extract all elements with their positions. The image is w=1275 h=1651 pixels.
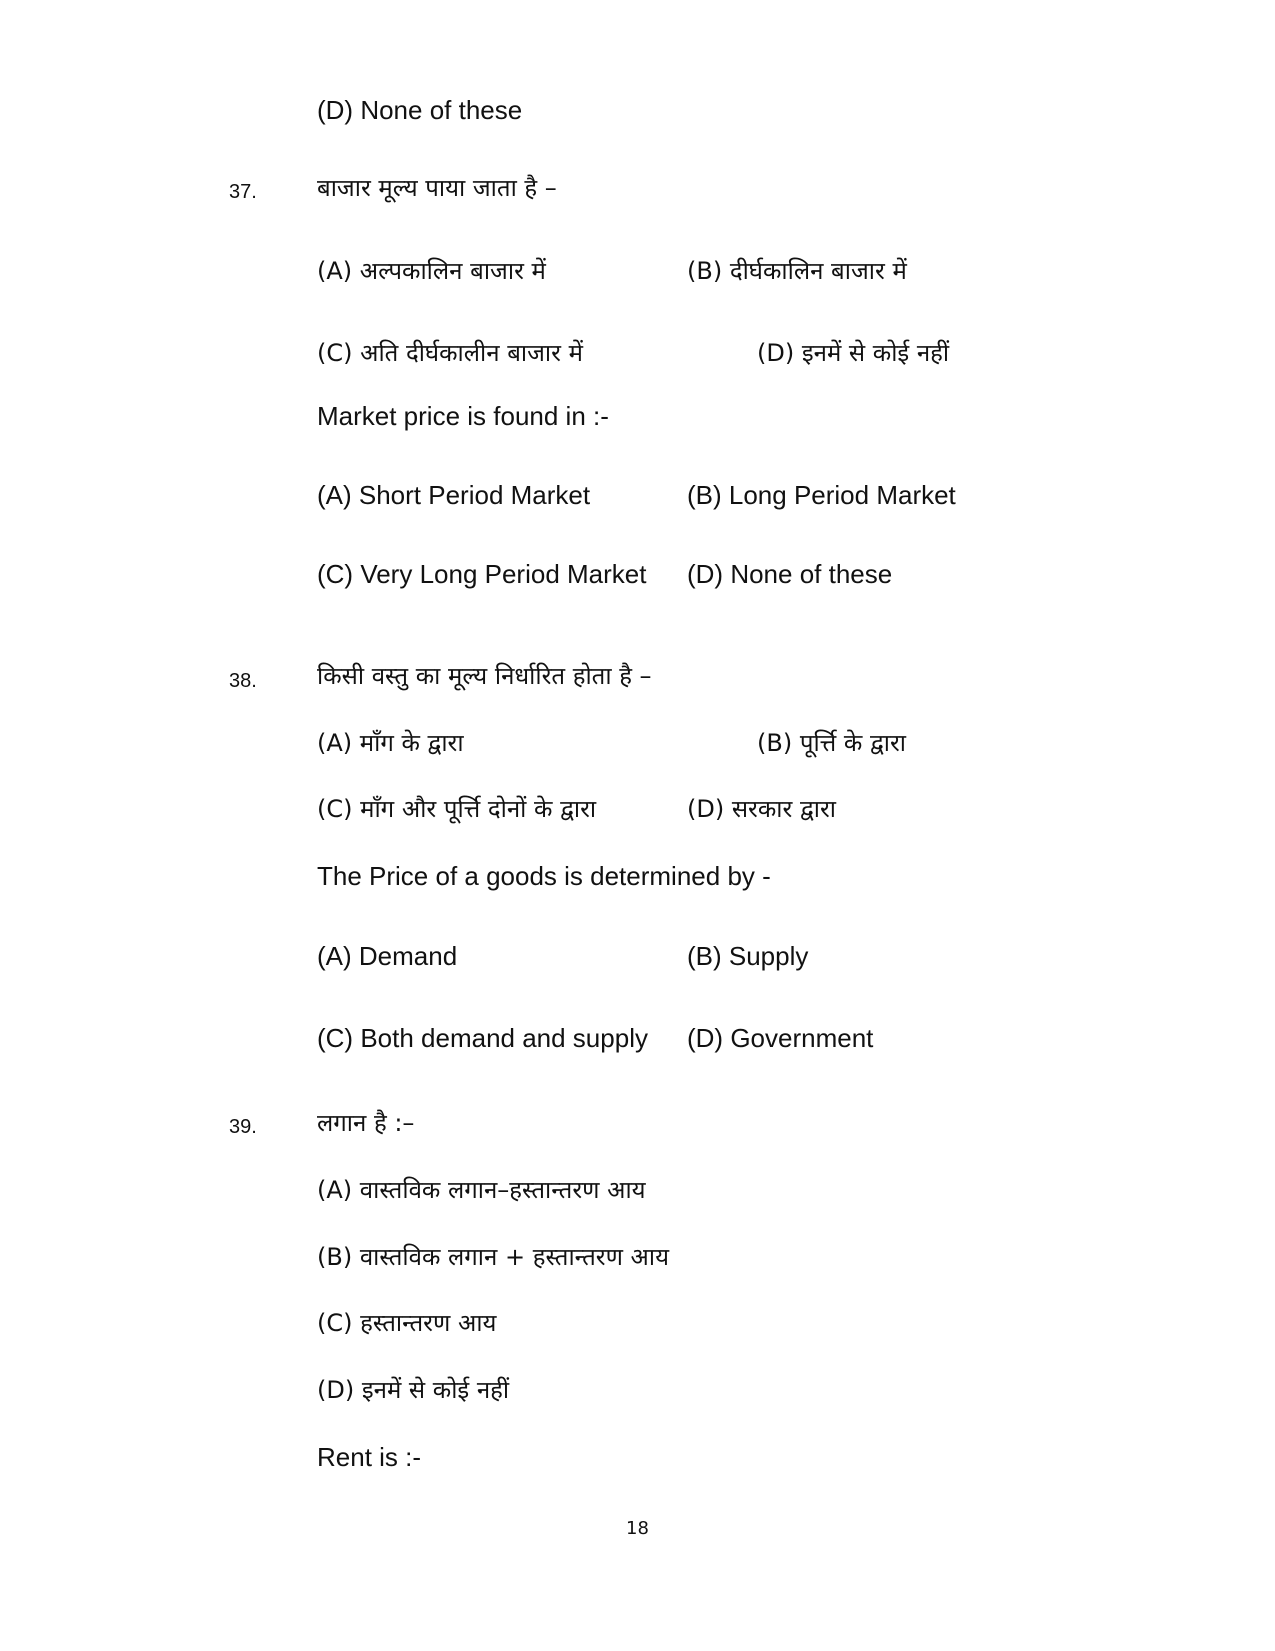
q38-english-option-b: (B) Supply bbox=[687, 941, 809, 971]
q37-english-option-d: (D) None of these bbox=[687, 559, 893, 589]
question-number-38: 38. bbox=[229, 670, 257, 692]
q39-hindi-option-c: (C) हस्तान्तरण आय bbox=[317, 1309, 497, 1337]
q37-english-option-b: (B) Long Period Market bbox=[687, 480, 956, 510]
q37-hindi-option-a: (A) अल्पकालिन बाजार में bbox=[317, 257, 546, 285]
q38-hindi-option-c: (C) माँग और पूर्त्ति दोनों के द्वारा bbox=[317, 795, 597, 823]
q38-hindi-option-d: (D) सरकार द्वारा bbox=[687, 795, 837, 823]
q39-hindi-option-d: (D) इनमें से कोई नहीं bbox=[317, 1376, 510, 1404]
q37-hindi-option-d: (D) इनमें से कोई नहीं bbox=[757, 339, 950, 367]
q38-english-question: The Price of a goods is determined by - bbox=[317, 861, 771, 891]
q39-hindi-question: लगान है :– bbox=[317, 1109, 415, 1137]
q37-english-option-a: (A) Short Period Market bbox=[317, 480, 591, 510]
q38-english-option-c: (C) Both demand and supply bbox=[317, 1023, 648, 1053]
q37-english-option-c: (C) Very Long Period Market bbox=[317, 559, 647, 589]
q39-hindi-option-a: (A) वास्तविक लगान–हस्तान्तरण आय bbox=[317, 1176, 646, 1204]
q38-hindi-question: किसी वस्तु का मूल्य निर्धारित होता है – bbox=[317, 662, 652, 690]
q38-hindi-option-b: (B) पूर्त्ति के द्वारा bbox=[757, 729, 906, 757]
q37-hindi-option-b: (B) दीर्घकालिन बाजार में bbox=[687, 257, 907, 285]
q38-english-option-a: (A) Demand bbox=[317, 941, 458, 971]
q37-hindi-option-c: (C) अति दीर्घकालीन बाजार में bbox=[317, 339, 583, 367]
q37-english-question: Market price is found in :- bbox=[317, 401, 609, 431]
q39-hindi-option-b: (B) वास्तविक लगान + हस्तान्तरण आय bbox=[317, 1243, 669, 1271]
q38-english-option-d: (D) Government bbox=[687, 1023, 874, 1053]
q38-hindi-option-a: (A) माँग के द्वारा bbox=[317, 729, 464, 757]
q37-hindi-question: बाजार मूल्य पाया जाता है – bbox=[317, 174, 557, 202]
page-number: 18 bbox=[626, 1518, 649, 1539]
q39-english-question: Rent is :- bbox=[317, 1442, 422, 1472]
option-d-carryover: (D) None of these bbox=[317, 95, 523, 125]
question-number-39: 39. bbox=[229, 1116, 257, 1138]
question-number-37: 37. bbox=[229, 181, 257, 203]
